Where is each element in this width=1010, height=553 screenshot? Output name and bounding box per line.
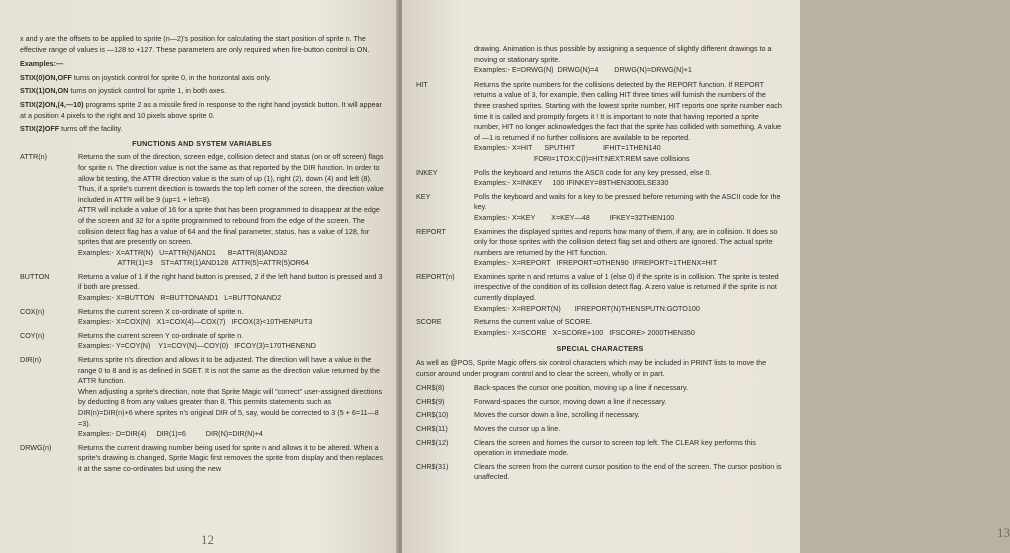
control-character-entry <box>416 410 784 421</box>
function-example: Examples:- X=HIT SPUTHIT IFHIT=1THEN140 <box>474 143 661 153</box>
function-entry <box>416 227 784 269</box>
stix-example <box>20 73 384 84</box>
function-entry <box>416 192 784 224</box>
drwg-continuation <box>416 44 784 76</box>
function-text: Returns the sum of the direction, screen edge, collision detect and status (on or off screen) flags for sprite n. The direction value is not the same as that reported by the DIR function. In order to allow bit testing, the ATTR direction value is the sum of up (1), right (2), down (4) and left (8). Thus, if a sprite's current direction is towards the top left corner of the screen, the direction value included in ATTR will be 9 (up=1 + left=8). <box>78 152 384 204</box>
function-name: ATTR(n) <box>20 152 48 162</box>
control-character-entry <box>416 397 784 408</box>
control-characters <box>416 383 784 483</box>
function-entry <box>416 168 784 189</box>
function-description <box>474 80 784 165</box>
function-description <box>78 272 384 304</box>
control-character-code: CHR$(31) <box>416 461 449 471</box>
function-name: INKEY <box>416 167 438 177</box>
function-example: Examples:- X=KEY X=KEY—48 IFKEY=32THEN100 <box>474 212 675 222</box>
function-text: Examines sprite n and returns a value of 1 (else 0) if the sprite is in collision. The sprite is tested irrespective of the condition of its collision detect flag. A zero value is returned if the sprite is not currently displayed. <box>474 271 779 303</box>
function-name: KEY <box>416 191 431 201</box>
function-entry <box>20 307 384 328</box>
function-text: Returns the sprite numbers for the collisions detected by the REPORT function. If REPORT returns a value of 3, for example, then calling HIT three times will furnish the numbers of the three crashed sprites. Starting with the lowest sprite number, HIT reports one sprite number each time it is called and promptly forgets it ! It is important to note that having reported a sprite number, HIT no longer acknowledges the fact that the sprite has collided with something. A value of —1 is returned if no further collisions are available to be reported. <box>474 79 782 142</box>
function-example: ATTR(1)=3 ST=ATTR(1)AND128 ATTR(5)=ATTR(5)OR64 <box>78 258 309 268</box>
stix-command: STIX(2)OFF <box>20 124 60 134</box>
function-description <box>78 307 384 328</box>
control-character-entry <box>416 424 784 435</box>
function-entry <box>20 272 384 304</box>
control-character-entry <box>416 438 784 459</box>
stix-command: STIX(1)ON,ON <box>20 86 69 96</box>
function-example: FORI=1TOX:C(I)=HIT:NEXT:REM save collisions <box>534 153 690 163</box>
control-character-code: CHR$(12) <box>416 437 449 447</box>
stix-command: STIX(2)ON,(4,—10) <box>20 99 84 109</box>
intro-paragraph: x and y are the offsets to be applied to sprite (n—2)'s position for calculating the start position of sprite n. The effective range of values is —128 to +127. These parameters are only required when fire-button control is ON. <box>20 34 370 54</box>
function-entries-continued <box>416 80 784 339</box>
function-text: Returns the current value of SCORE. <box>474 317 593 327</box>
function-name: SCORE <box>416 317 442 327</box>
stix-description: programs sprite 2 as a missile fired in response to the right hand joystick button. It will appear at a position 4 pixels to the right and 10 pixels above sprite 0. <box>20 99 382 120</box>
function-entry <box>20 355 384 440</box>
function-example: Examples:- X=INKEY 100 IFINKEY=89THEN300ELSE330 <box>474 178 669 188</box>
continued-text: drawing. Animation is thus possible by assigning a sequence of slightly different drawings to a moving or stationary sprite. <box>474 44 772 64</box>
function-text: ATTR will include a value of 16 for a sprite that has been programmed to disappear at the edge of the screen and 32 for a sprite programmed to rebound from the edge of the screen. The collision detect flag has a value of 64 and the final parameter, status, has a value of 128, for sprites that are presently on screen. <box>78 205 380 247</box>
control-character-code: CHR$(10) <box>416 410 449 420</box>
special-characters-heading: SPECIAL CHARACTERS <box>556 344 644 354</box>
continued-text: Examples:- E=DRWG(N) DRWG(N)=4 DRWG(N)=DRWG(N)+1 <box>474 65 692 75</box>
control-character-description: Back-spaces the cursor one position, moving up a line if necessary. <box>474 383 689 393</box>
function-text: Returns the current drawing number being used for sprite n and allows it to be altered. When a sprite's drawing is changed, Sprite Magic first removes the sprite from display and then replaces it at the same co-ordinates but using the new <box>78 442 383 473</box>
function-text: Returns sprite n's direction and allows it to be adjusted. The direction will have a value in the range 0 to 8 and is as defined in SGET. It is not the same as the direction value returned by the ATTR function. <box>78 355 381 386</box>
right-page <box>402 0 1010 553</box>
control-character-description: Clears the screen from the current cursor position to the end of the screen. The cursor position is unaffected. <box>474 461 782 482</box>
examples-label: Examples:— <box>20 59 64 69</box>
function-example: Examples:- X=BUTTON R=BUTTONAND1 L=BUTTONAND2 <box>78 293 282 303</box>
function-example: Examples:- X=ATTR(N) U=ATTR(N)AND1 B=ATTR(8)AND32 <box>78 247 288 257</box>
function-name: DIR(n) <box>20 355 42 365</box>
stix-example <box>20 100 384 121</box>
function-name: COY(n) <box>20 330 45 340</box>
function-entry <box>20 331 384 352</box>
control-character-description: Forward-spaces the cursor, moving down a line if necessary. <box>474 396 667 406</box>
control-character-code: CHR$(9) <box>416 396 445 406</box>
function-name: HIT <box>416 79 428 89</box>
function-entry <box>416 272 784 314</box>
stix-example <box>20 124 384 135</box>
stix-examples <box>20 73 384 135</box>
control-character-entry <box>416 383 784 394</box>
function-entry <box>416 317 784 338</box>
function-text: Returns the current screen Y co-ordinate of sprite n. <box>78 330 244 340</box>
function-description <box>78 152 384 269</box>
control-character-description: Moves the cursor up a line. <box>474 424 561 433</box>
function-example: Examples:- X=REPORT(N) IFREPORT(N)THENSPUTN:GOTO100 <box>474 303 700 313</box>
function-text: Returns a value of 1 if the right hand button is pressed, 2 if the left hand button is pressed and 3 if both are pressed. <box>78 271 383 292</box>
control-character-description: Clears the screen and homes the cursor to screen top left. The CLEAR key performs this operation in immediate mode. <box>474 437 756 458</box>
stix-description: turns off the facility. <box>59 124 123 134</box>
left-page-content <box>20 34 384 478</box>
function-text: Polls the keyboard and returns the ASCII code for any key pressed, else 0. <box>474 167 712 177</box>
function-description <box>474 317 784 338</box>
function-example: Examples:- X=SCORE X=SCORE+100 IFSCORE> 2000THEN350 <box>474 327 695 337</box>
page-number-right: 13 <box>997 525 1010 540</box>
function-description <box>474 272 784 314</box>
function-description <box>78 355 384 440</box>
function-description <box>474 168 784 189</box>
function-description <box>474 227 784 269</box>
function-description <box>78 331 384 352</box>
function-example: Examples:- X=COX(N) X1=COX(4)—COX(7) IFCOX(3)<10THENPUT3 <box>78 317 313 327</box>
function-example: Examples:- Y=COY(N) Y1=COY(N)—COY(0) IFCOY(3)=170THENEND <box>78 341 316 351</box>
stix-description: turns on joystick control for sprite 0, in the horizontal axis only. <box>71 72 272 82</box>
function-description <box>474 192 784 224</box>
right-page-content <box>416 44 784 486</box>
stix-command: STIX(0)ON,OFF <box>20 72 72 82</box>
function-text: When adjusting a sprite's direction, note that Sprite Magic will "correct" user-assigned directions by deducting 8 from any values greater than 8. This permits statements such as DIR(n)=DIR(n)+6 where sprites n's original DIR of 5, say, would be corrected to 3 (5 + 6=11—8 =3). <box>78 386 383 428</box>
functions-heading: FUNCTIONS AND SYSTEM VARIABLES <box>132 138 272 148</box>
control-character-code: CHR$(8) <box>416 383 445 393</box>
function-name: BUTTON <box>20 271 50 281</box>
function-name: COX(n) <box>20 306 45 316</box>
control-character-description: Moves the cursor down a line, scrolling if necessary. <box>474 410 640 420</box>
function-entry <box>416 80 784 165</box>
page-number-left: 12 <box>201 532 214 547</box>
function-entries <box>20 152 384 474</box>
stix-description: turns on joystick control for sprite 1, in both axes. <box>68 86 227 96</box>
function-entry <box>20 152 384 269</box>
function-text: Returns the current screen X co-ordinate of sprite n. <box>78 306 244 316</box>
function-name: DRWG(n) <box>20 442 52 452</box>
function-text: Examines the displayed sprites and reports how many of them, if any, are in collision. It does so only for those sprites with the collision detect flag set and others are ignored. The actual sprite numbers are returned by the HIT function. <box>474 226 778 257</box>
control-character-code: CHR$(11) <box>416 424 448 433</box>
function-text: Polls the keyboard and waits for a key to be pressed before returning with the ASCII code for the key. <box>474 191 781 212</box>
function-name: REPORT <box>416 226 446 236</box>
stix-example <box>20 86 384 97</box>
function-description <box>78 443 384 475</box>
special-intro: As well as @POS, Sprite Magic offers six control characters which may be included in PRINT lists to move the cursor around under program control and to clear the screen, wholly or in part. <box>416 358 767 378</box>
function-example: Examples:- X=REPORT IFREPORT=0THEN90 IFREPORT=1THENX=HIT <box>474 258 718 268</box>
left-page <box>0 0 398 553</box>
function-example: Examples:- D=DIR(4) DIR(1)=6 DIR(N)=DIR(N)+4 <box>78 429 263 439</box>
function-name: REPORT(n) <box>416 271 455 281</box>
control-character-entry <box>416 462 784 483</box>
function-entry <box>20 443 384 475</box>
